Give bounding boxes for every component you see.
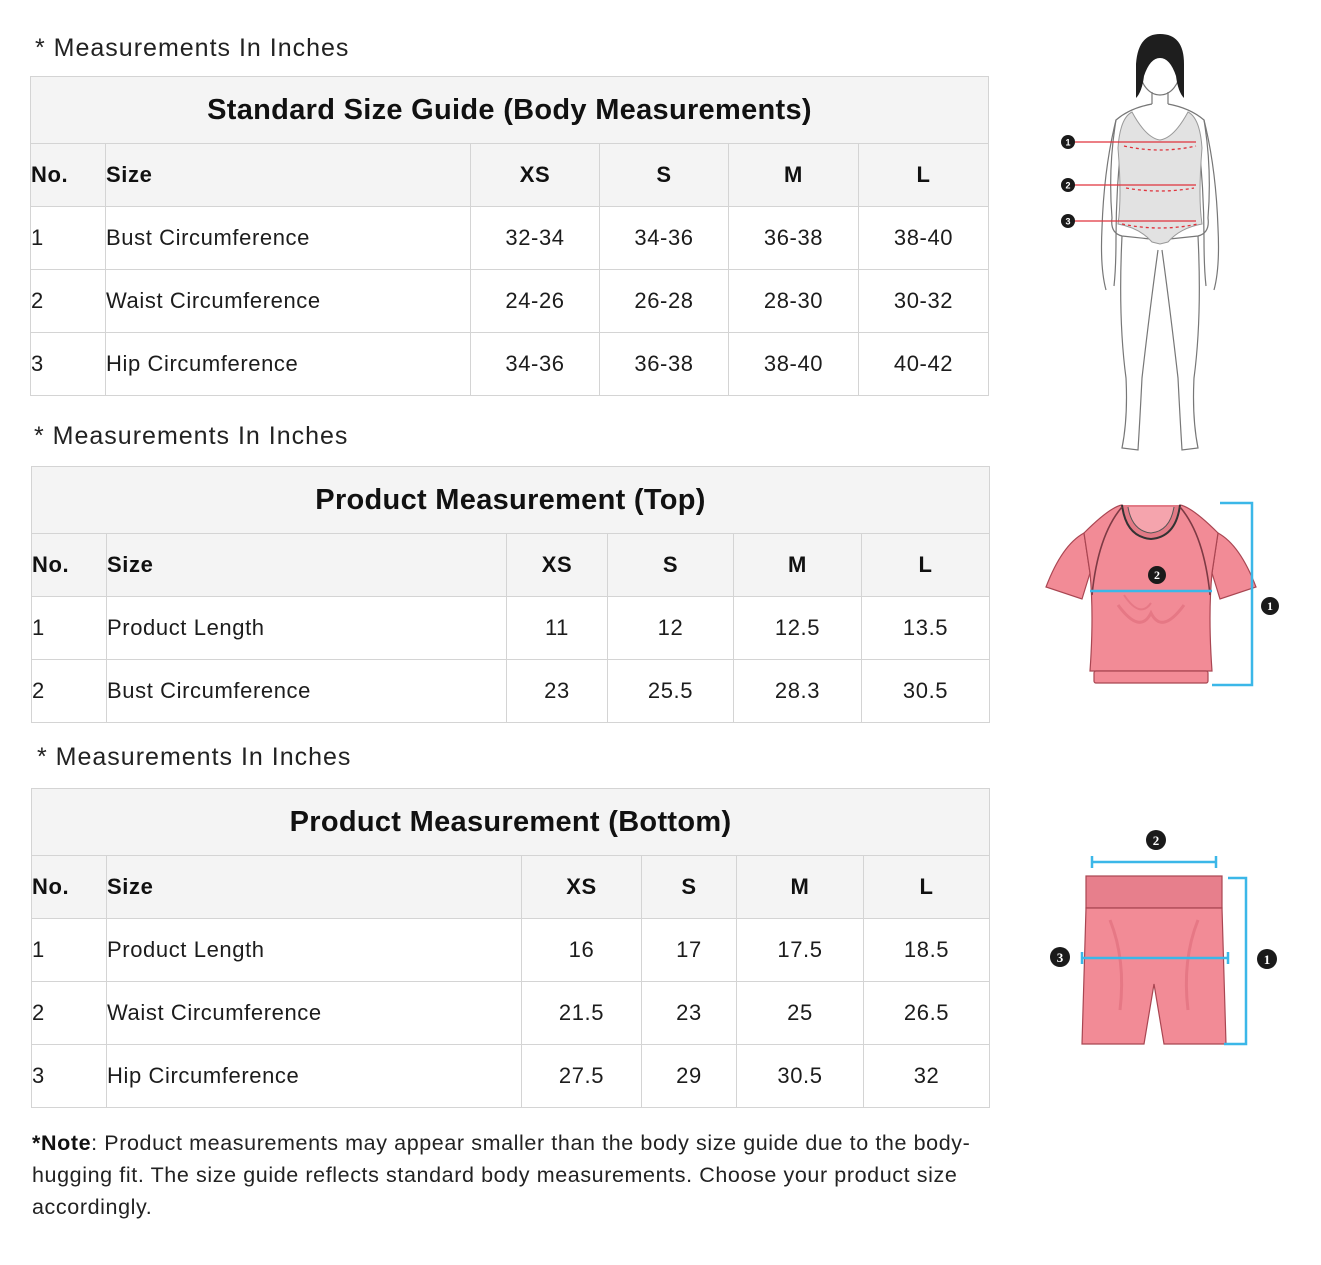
header-size: Size	[107, 534, 507, 597]
unit-note-bottom: * Measurements In Inches	[37, 743, 352, 771]
row-number: 3	[31, 333, 106, 396]
table-row	[32, 919, 990, 982]
shorts-marker-hip: 3	[1056, 950, 1064, 965]
top-hem-band	[1094, 671, 1208, 683]
header-size: Size	[106, 144, 471, 207]
table-header-row	[32, 856, 990, 919]
cell-xs: 34-36	[471, 333, 600, 396]
cell-m: 28.3	[734, 660, 862, 723]
row-measurement: Hip Circumference	[107, 1045, 522, 1108]
cell-m: 25	[737, 982, 864, 1045]
header-s: S	[642, 856, 737, 919]
row-measurement: Product Length	[107, 597, 507, 660]
header-xs: XS	[507, 534, 608, 597]
cell-l: 30-32	[859, 270, 989, 333]
row-number: 1	[32, 597, 107, 660]
cell-xs: 24-26	[471, 270, 600, 333]
table-title: Standard Size Guide (Body Measurements)	[31, 77, 989, 144]
header-xs: XS	[522, 856, 642, 919]
row-measurement: Hip Circumference	[106, 333, 471, 396]
cell-s: 36-38	[600, 333, 729, 396]
cell-xs: 11	[507, 597, 608, 660]
table-row	[31, 333, 989, 396]
shorts-illustration	[1040, 820, 1290, 1060]
body-marker-1: 1	[1065, 137, 1071, 148]
cell-l: 32	[864, 1045, 990, 1108]
cell-xs: 32-34	[471, 207, 600, 270]
body-marker-2: 2	[1065, 180, 1071, 191]
cell-xs: 21.5	[522, 982, 642, 1045]
table-title: Product Measurement (Bottom)	[32, 789, 990, 856]
shorts-marker-waist: 2	[1152, 833, 1160, 848]
cell-l: 30.5	[862, 660, 990, 723]
row-measurement: Bust Circumference	[107, 660, 507, 723]
table-row	[32, 660, 990, 723]
cell-s: 26-28	[600, 270, 729, 333]
table-row	[32, 982, 990, 1045]
unit-note-body: * Measurements In Inches	[35, 34, 350, 62]
row-number: 1	[31, 207, 106, 270]
table-title: Product Measurement (Top)	[32, 467, 990, 534]
cell-s: 12	[608, 597, 734, 660]
top-marker-length: 1	[1267, 599, 1273, 613]
body-size-table	[30, 76, 989, 396]
cell-m: 17.5	[737, 919, 864, 982]
row-measurement: Bust Circumference	[106, 207, 471, 270]
cell-l: 40-42	[859, 333, 989, 396]
cell-xs: 16	[522, 919, 642, 982]
table-row	[32, 597, 990, 660]
shorts-waistband	[1086, 876, 1222, 908]
top-marker-bust: 2	[1154, 568, 1160, 582]
header-no: No.	[32, 534, 107, 597]
shorts-marker-length: 1	[1263, 952, 1271, 967]
header-l: L	[862, 534, 990, 597]
cell-l: 38-40	[859, 207, 989, 270]
cell-m: 38-40	[729, 333, 859, 396]
note-label: *Note	[32, 1131, 92, 1155]
cell-s: 25.5	[608, 660, 734, 723]
header-l: L	[864, 856, 990, 919]
shorts-legs	[1082, 908, 1226, 1044]
cell-l: 26.5	[864, 982, 990, 1045]
cell-l: 18.5	[864, 919, 990, 982]
cell-m: 36-38	[729, 207, 859, 270]
header-xs: XS	[471, 144, 600, 207]
row-number: 2	[31, 270, 106, 333]
table-header-row	[31, 144, 989, 207]
header-m: M	[737, 856, 864, 919]
top-measurement-table	[31, 466, 990, 723]
header-no: No.	[31, 144, 106, 207]
crop-top-illustration	[1040, 495, 1290, 695]
table-header-row	[32, 534, 990, 597]
row-measurement: Waist Circumference	[106, 270, 471, 333]
footnote	[32, 1127, 1002, 1223]
cell-m: 12.5	[734, 597, 862, 660]
cell-s: 34-36	[600, 207, 729, 270]
cell-l: 13.5	[862, 597, 990, 660]
unit-note-top: * Measurements In Inches	[34, 422, 349, 450]
header-l: L	[859, 144, 989, 207]
header-m: M	[734, 534, 862, 597]
header-no: No.	[32, 856, 107, 919]
top-right-sleeve	[1212, 533, 1256, 599]
note-text: : Product measurements may appear smaller than the body size guide due to the body-hugging fit. The size guide reflects standard body measurements. Choose your product size accordingly.	[32, 1131, 971, 1219]
row-measurement: Waist Circumference	[107, 982, 522, 1045]
header-size: Size	[107, 856, 522, 919]
header-s: S	[600, 144, 729, 207]
row-number: 2	[32, 982, 107, 1045]
header-s: S	[608, 534, 734, 597]
cell-s: 23	[642, 982, 737, 1045]
bodysuit-shape	[1118, 112, 1202, 244]
row-measurement: Product Length	[107, 919, 522, 982]
cell-xs: 27.5	[522, 1045, 642, 1108]
table-row	[32, 1045, 990, 1108]
table-row	[31, 207, 989, 270]
top-left-sleeve	[1046, 533, 1090, 599]
bottom-measurement-table	[31, 788, 990, 1108]
row-number: 1	[32, 919, 107, 982]
cell-m: 30.5	[737, 1045, 864, 1108]
header-m: M	[729, 144, 859, 207]
body-marker-3: 3	[1065, 216, 1071, 227]
cell-s: 29	[642, 1045, 737, 1108]
cell-s: 17	[642, 919, 737, 982]
table-row	[31, 270, 989, 333]
body-figure-illustration	[1050, 28, 1230, 458]
row-number: 3	[32, 1045, 107, 1108]
cell-xs: 23	[507, 660, 608, 723]
row-number: 2	[32, 660, 107, 723]
cell-m: 28-30	[729, 270, 859, 333]
